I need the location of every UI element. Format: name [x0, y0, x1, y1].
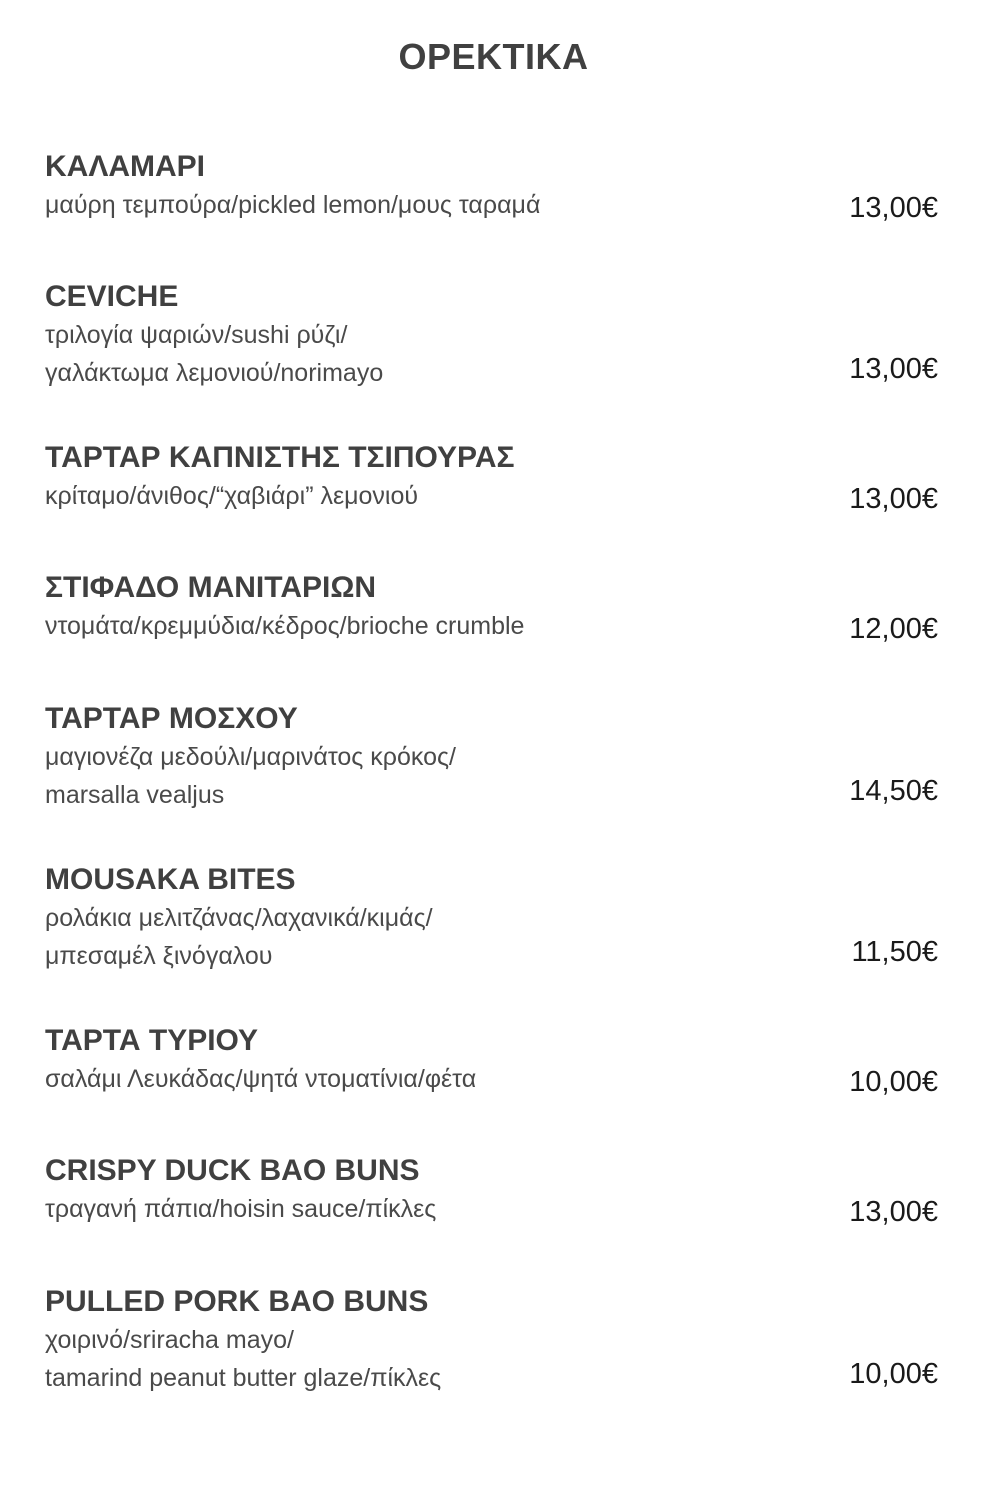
- item-description: χοιρινό/sriracha mayo/: [45, 1326, 294, 1354]
- item-price: 12,00€: [849, 613, 938, 645]
- menu-item-pulled-pork: [45, 1283, 945, 1397]
- menu-item-crispy-duck: [45, 1152, 945, 1228]
- menu-item-tartar-tsipoura: [45, 439, 945, 515]
- page-title: ΟΡΕΚΤΙΚΑ: [398, 36, 589, 77]
- item-description: σαλάμι Λευκάδας/ψητά ντοματίνια/φέτα: [45, 1065, 477, 1093]
- menu-item-tarta-tyriou: [45, 1022, 945, 1098]
- item-price: 14,50€: [849, 775, 938, 807]
- item-price: 11,50€: [851, 936, 938, 968]
- item-description: μπεσαμέλ ξινόγαλου: [45, 942, 273, 970]
- item-description: τραγανή πάπια/hoisin sauce/πίκλες: [45, 1195, 437, 1223]
- item-description: marsalla vealjus: [45, 781, 225, 809]
- item-name: ΤΑΡΤΑΡ ΜΟΣΧΟΥ: [45, 702, 298, 735]
- menu-item-ceviche: [45, 278, 945, 392]
- item-description: μαγιονέζα μεδούλι/μαρινάτος κρόκος/: [45, 743, 456, 771]
- item-description: γαλάκτωμα λεμονιού/norimayo: [45, 359, 384, 387]
- item-name: CEVICHE: [45, 280, 179, 313]
- item-description: μαύρη τεμπούρα/pickled lemon/μους ταραμά: [45, 191, 541, 219]
- item-name: PULLED PORK BAO BUNS: [45, 1285, 429, 1318]
- item-price: 13,00€: [849, 1196, 938, 1228]
- menu-item-tartar-mosxou: [45, 700, 945, 814]
- item-name: ΚΑΛΑΜΑΡΙ: [45, 150, 206, 183]
- menu-item-kalamari: [45, 148, 945, 224]
- item-name: CRISPY DUCK BAO BUNS: [45, 1154, 420, 1187]
- item-description: ρολάκια μελιτζάνας/λαχανικά/κιμάς/: [45, 904, 433, 932]
- item-description: tamarind peanut butter glaze/πίκλες: [45, 1364, 442, 1392]
- item-name: ΤΑΡΤΑ ΤΥΡΙΟΥ: [45, 1024, 259, 1057]
- item-name: ΣΤΙΦΑΔΟ ΜΑΝΙΤΑΡΙΩΝ: [45, 571, 377, 604]
- menu-item-mousaka-bites: [45, 861, 945, 975]
- item-price: 10,00€: [849, 1358, 938, 1390]
- item-price: 10,00€: [849, 1066, 938, 1098]
- item-name: ΤΑΡΤΑΡ ΚΑΠΝΙΣΤΗΣ ΤΣΙΠΟΥΡΑΣ: [45, 441, 515, 474]
- item-description: κρίταμο/άνιθος/“χαβιάρι” λεμονιού: [45, 482, 419, 510]
- item-price: 13,00€: [849, 192, 938, 224]
- item-price: 13,00€: [849, 353, 938, 385]
- item-price: 13,00€: [849, 483, 938, 515]
- item-description: τριλογία ψαριών/sushi ρύζι/: [45, 321, 348, 349]
- item-description: ντομάτα/κρεμμύδια/κέδρος/brioche crumble: [45, 612, 525, 640]
- item-name: MOUSAKA BITES: [45, 863, 296, 896]
- menu-item-stifado: [45, 569, 945, 645]
